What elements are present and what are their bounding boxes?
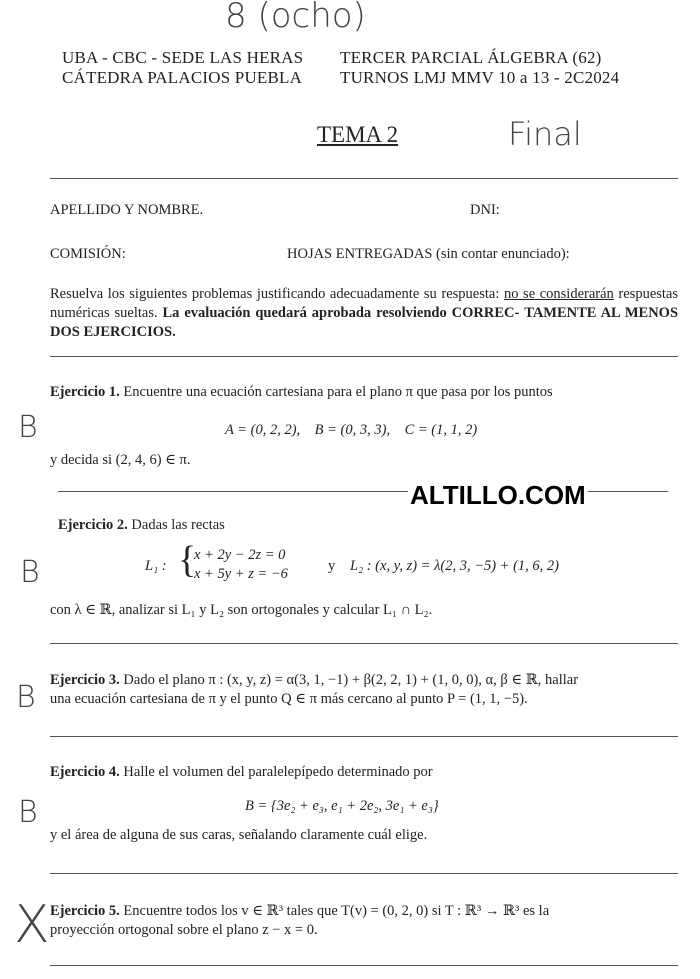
exercise-text: Encuentre todos los v ∈ ℝ³ tales que T(v) = (0, 2, 0) si T : ℝ³ → ℝ³ es la: [123, 903, 550, 919]
l2-equation: L₂ : (x, y, z) = λ(2, 3, −5) + (1, 6, 2): [350, 558, 560, 574]
l1-equation-2: x + 5y + z = −6: [194, 566, 288, 582]
dni-label: DNI:: [470, 202, 500, 218]
name-label: APELLIDO Y NOMBRE.: [50, 202, 204, 218]
header-shifts: TURNOS LMJ MMV 10 a 13 - 2C2024: [340, 68, 620, 87]
exercise-4-basis: B = {3e₂ + e₃, e₁ + 2e₂, 3e₁ + e₃}: [245, 798, 439, 814]
exercise-3: [50, 672, 578, 689]
divider: [50, 178, 678, 179]
divider: [50, 965, 678, 966]
divider: [50, 873, 678, 874]
instructions: [50, 285, 678, 342]
exercise-1-points: A = (0, 2, 2), B = (0, 3, 3), C = (1, 1, 2): [225, 422, 478, 438]
handwritten-grade: 8 (ocho): [225, 0, 366, 36]
exercise-1: [50, 384, 553, 401]
instructions-bold: La evaluación quedará aprobada resolviendo CORREC-: [162, 305, 520, 321]
connector: y: [328, 558, 336, 574]
exercise-3-text-2: una ecuación cartesiana de π y el punto Q ∈ π más cercano al punto P = (1, 1, −5).: [50, 691, 528, 707]
handwritten-mark-ex5: X: [14, 895, 50, 955]
l1-name: L₁ :: [145, 558, 167, 574]
exercise-text: Halle el volumen del paralelepípedo determinado por: [123, 764, 433, 780]
exercise-label: Ejercicio 1.: [50, 384, 120, 400]
commission-label: COMISIÓN:: [50, 246, 126, 262]
header-exam: TERCER PARCIAL ÁLGEBRA (62): [340, 48, 602, 67]
handwritten-mark-ex3: B: [16, 680, 36, 715]
exercise-1-question: y decida si (2, 4, 6) ∈ π.: [50, 452, 191, 468]
instructions-underlined: no se considerarán: [503, 286, 614, 302]
exercise-5-text-2: proyección ortogonal sobre el plano z − x = 0.: [50, 922, 318, 938]
exercise-text: Encuentre una ecuación cartesiana para el plano π que pasa por los puntos: [123, 384, 553, 400]
header-institution: UBA - CBC - SEDE LAS HERAS: [62, 48, 304, 67]
watermark: ALTILLO.COM: [410, 480, 586, 510]
divider: [50, 643, 678, 644]
instructions-bold-2: TAMENTE AL MENOS DOS EJERCICIOS.: [50, 305, 679, 340]
handwritten-mark-ex4: B: [18, 795, 38, 830]
handwritten-final-note: Final: [508, 115, 582, 153]
handwritten-mark-ex1: B: [18, 410, 38, 445]
exercise-4-question: y el área de alguna de sus caras, señalando claramente cuál elige.: [50, 827, 428, 843]
handwritten-mark-ex2: B: [20, 555, 40, 590]
instructions-text-2: respuestas numéricas sueltas.: [50, 286, 679, 321]
exercise-4: [50, 764, 433, 781]
exercise-label: Ejercicio 4.: [50, 764, 120, 780]
exercise-2: [58, 517, 225, 534]
brace-symbol: {: [178, 539, 197, 581]
l1-equation-1: x + 2y − 2z = 0: [194, 547, 286, 563]
divider: [50, 356, 678, 357]
divider: [50, 736, 678, 737]
exercise-text: Dado el plano π : (x, y, z) = α(3, 1, −1) + β(2, 2, 1) + (1, 0, 0), α, β ∈ ℝ, hallar: [123, 672, 579, 688]
exercise-label: Ejercicio 5.: [50, 903, 120, 919]
header-chair: CÁTEDRA PALACIOS PUEBLA: [62, 68, 303, 87]
exercise-2-question: con λ ∈ ℝ, analizar si L₁ y L₂ son ortogonales y calcular L₁ ∩ L₂.: [50, 602, 433, 618]
exercise-label: Ejercicio 3.: [50, 672, 120, 688]
exercise-5: [50, 903, 549, 920]
exercise-label: Ejercicio 2.: [58, 517, 128, 533]
sheets-label: HOJAS ENTREGADAS (sin contar enunciado):: [287, 246, 570, 262]
page-title: TEMA 2: [317, 122, 399, 147]
instructions-text: Resuelva los siguientes problemas justificando adecuadamente su respuesta:: [50, 286, 504, 302]
exercise-text: Dadas las rectas: [131, 517, 225, 533]
